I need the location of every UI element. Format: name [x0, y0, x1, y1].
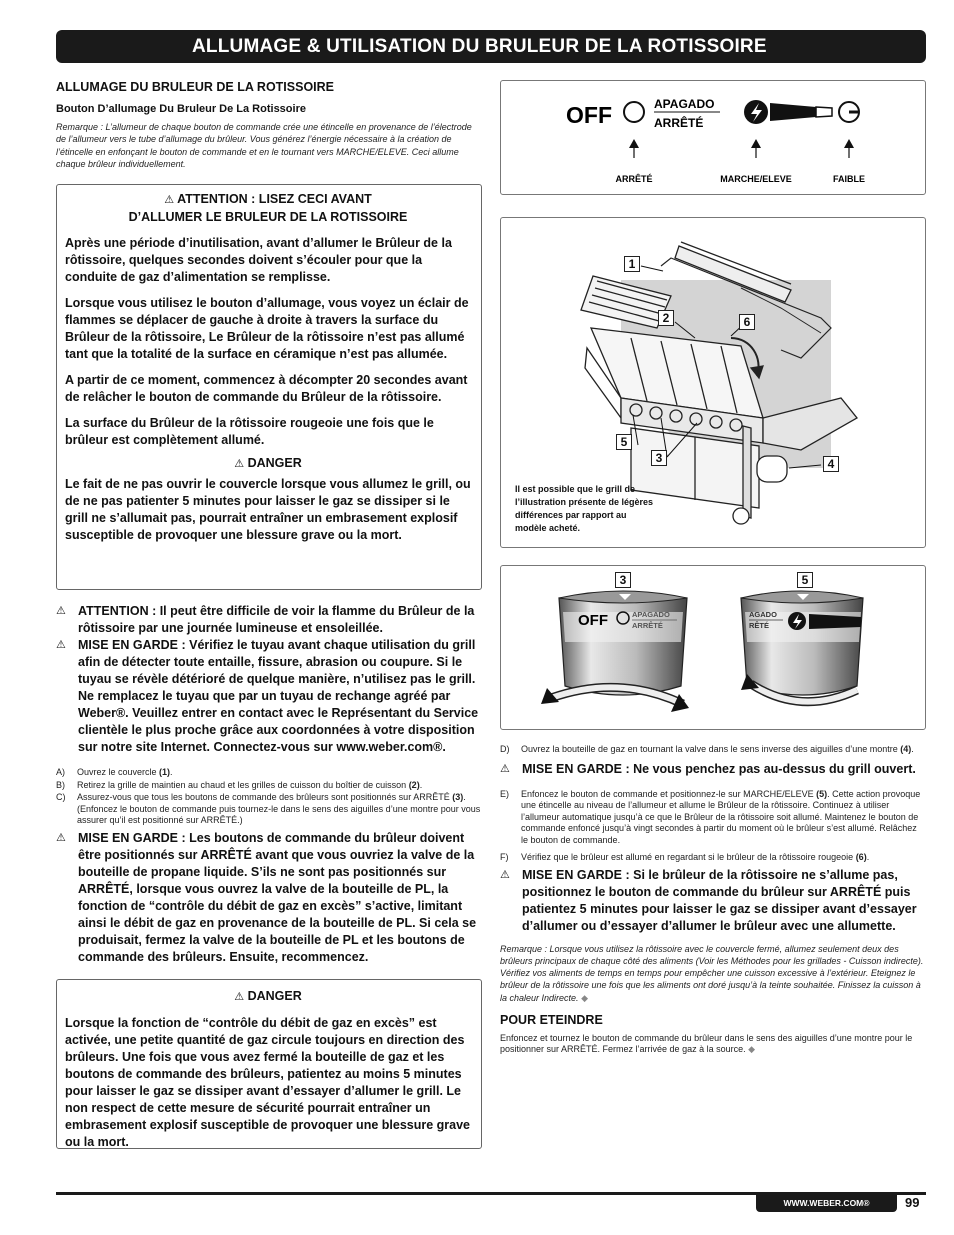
warning-triangle-icon: ⚠: [164, 194, 175, 207]
step-item: C) Assurez-vous que tous les boutons de commande des brûleurs sont positionnés sur ARRÊTÉ (3). (Enfoncez le bouton de commande puis tournez-le dans le sens des aiguilles d’une montre pour vous assurer qu’il est positionné sur ARRÊTÉ.): [56, 792, 481, 826]
danger-box-text: Lorsque la fonction de “contrôle du débit de gaz en excès” est activée, une petite quantité de gaz circule toujours en direction des brûleurs. Une fois que vous avez fermé la bouteille de gaz et les boutons de commande des brûleurs, patientez au moins 5 minutes pour laisser le gaz se dissiper avant d’essayer d’allumer le grill. Le non respect de cette mesure de sécurité pourrait entraîner un embrasement explosif susceptible de provoquer une blessure grave ou la mort.: [65, 1015, 470, 1149]
callout-4: 4: [823, 456, 839, 472]
danger-box: [56, 979, 482, 1149]
svg-text:RÊTÉ: RÊTÉ: [749, 621, 770, 630]
callout-line: [641, 266, 663, 271]
step-item: B) Retirez la grille de maintien au chaud et les grilles de cuisson du boîtier de cuisson (2).: [56, 779, 423, 790]
svg-text:OFF: OFF: [578, 612, 608, 629]
rotisserie-remark: Remarque : Lorsque vous utilisez la rôtissoire avec le couvercle fermé, allumez seulement deux des brûleurs principaux de chaque côté des aliments (Voir les Méthodes pour les grillades - Cuisson indirecte). Vérifiez vos aliments de temps en temps pour empêcher une cuisson excessive à l’extérieur. Eteignez le brûleur de la rôtissoire une fois que les aliments ont doré jusqu’à la teinte souhaitée. Finissez la cuisson à la chaleur Indirecte. ◆: [500, 943, 924, 1003]
arrow-faible-icon: [844, 139, 854, 158]
end-mark-icon: ◆: [581, 992, 588, 1003]
attention-p4: La surface du Brûleur de la rôtissoire rougeoie une fois que le brûleur est complètement allumé.: [65, 416, 434, 448]
danger-text: Le fait de ne pas ouvrir le couvercle lorsque vous allumez le grill, ou de ne pas patienter 5 minutes pour laisser le gaz se dissiper si le grill ne s’allumait pas, pourrait entraîner un embrasement explosif susceptible de provoquer une blessure grave ou la mort.: [65, 477, 471, 543]
attention-p1: Après une période d’inutilisation, avant d’allumer le Brûleur de la rôtissoire, quelques secondes doivent s’écouler pour que la conduite de gaz d’alimentation se remplisse.: [65, 236, 452, 285]
right-column: [500, 80, 926, 1056]
knob-closeups-svg: [501, 566, 925, 729]
arrow-arrete-icon: [629, 139, 639, 158]
turn-off-text: Enfoncez et tournez le bouton de commande du brûleur dans le sens des aiguilles d’une montre pour le positionner sur ARRÊTÉ. Fermez l’arrivée de gaz à la source. ◆: [500, 1032, 913, 1055]
arrow-marche-icon: [751, 139, 761, 158]
attention-box-title: ⚠ ATTENTION : LISEZ CECI AVANT D’ALLUMER LE BRULEUR DE LA ROTISSOIRE: [128, 192, 408, 225]
step-item: F) Vérifiez que le brûleur est allumé en regardant si le brûleur de la rôtissoire rougeoie (6).: [500, 852, 870, 862]
turn-off-title: POUR ETEINDRE: [500, 1012, 603, 1027]
page-title-banner: [56, 30, 926, 63]
steps-abc: [56, 767, 482, 827]
attention-box: [56, 184, 482, 590]
callout-3: 3: [651, 450, 667, 466]
left-column: [56, 80, 482, 1149]
warning-knobs-off: ⚠ MISE EN GARDE : Les boutons de commande du brûleur doivent être positionnés sur ARRÊTÉ avant que vous ouvriez la valve de la bouteille de propane liquide. S’ils ne sont pas positionnés sur ARRÊTÉ, lorsque vous ouvrez la valve de la bouteille de PL, la fonction de “contrôle du débit de gaz en excès” s’active, limitant ainsi le débit de gaz en provenance de la bouteille de PL. Si cela se produisait, fermez la valve de la bouteille de PL et les boutons de commande des brûleurs. Ensuite, recommencez.: [56, 830, 477, 964]
warning-triangle-icon: ⚠: [234, 990, 245, 1003]
warning-triangle-icon: ⚠: [234, 458, 245, 471]
step-d: D) Ouvrez la bouteille de gaz en tournant la valve dans le sens inverse des aiguilles d’une montre (4).: [500, 744, 914, 754]
page-number: 99: [905, 1195, 920, 1210]
grill-caption: Il est possible que le grill de l’illustration présente de légères différences par rapport au modèle acheté.: [515, 484, 654, 533]
warning-no-ignite: ⚠ MISE EN GARDE : Si le brûleur de la rôtissoire ne s’allume pas, positionnez le bouton de commande du brûleur sur ARRÊTÉ puis patientez 5 minutes pour laisser le gaz se dissiper avant d’essayer d’allumer ou d’essayer d’allumer le brûleur avec une allumette.: [500, 867, 917, 933]
warning-triangle-icon: ⚠: [500, 868, 510, 881]
warning-hose: ⚠ MISE EN GARDE : Vérifiez le tuyau avant chaque utilisation du grill afin de détecter toute entaille, fissure, abrasion ou coupure. Si le tuyau se révèle détérioré de quelque manière, n’utilisez pas le grill. Ne remplacez le tuyau que par un tuyau de rechange agréé par Weber®. Veuillez entrer en contact avec le Représentant du Service clientèle le plus proche grâce aux coordonnées à votre disposition sur notre site Internet. Connectez-vous sur www.weber.com®.: [56, 638, 479, 755]
knob-position-diagram: [500, 80, 926, 195]
position-label-faible: FAIBLE: [832, 174, 866, 184]
warning-triangle-icon: ⚠: [500, 762, 510, 775]
page-title: ALLUMAGE & UTILISATION DU BRULEUR DE LA ROTISSOIRE: [192, 36, 767, 57]
step-item: A) Ouvrez le couvercle (1).: [56, 767, 173, 778]
website-badge: WWW.WEBER.COM®: [756, 1194, 897, 1212]
grill-diagram: [500, 217, 926, 548]
closeup-callout-3: 3: [615, 572, 631, 588]
callout-1: 1: [624, 256, 640, 272]
warning-triangle-icon: ⚠: [56, 639, 66, 652]
callout-6: 6: [739, 314, 755, 330]
attention-p2: Lorsque vous utilisez le bouton d’allumage, vous voyez un éclair de flammes se déplacer de gauche à droite à travers la surface du Brûleur de la rôtissoire, Le Brûleur de la rôtissoire n’est pas allumé tant que la totalité de la surface en céramique n’est pas allumée.: [65, 296, 469, 362]
position-label-arrete: ARRÊTÉ: [615, 174, 653, 184]
warning-triangle-icon: ⚠: [56, 605, 66, 618]
end-mark-icon: ◆: [748, 1044, 756, 1055]
closeup-callout-5: 5: [797, 572, 813, 588]
off-label: OFF: [566, 102, 612, 128]
svg-text:AGADO: AGADO: [749, 610, 777, 619]
callout-2: 2: [658, 310, 674, 326]
position-label-marche: MARCHE/ELEVE: [720, 174, 792, 184]
subtitle: Bouton D’allumage Du Bruleur De La Rotissoire: [56, 103, 306, 115]
apagado-label: APAGADO: [654, 97, 715, 111]
step-item: E) Enfoncez le bouton de commande et positionnez-le sur MARCHE/ELEVE (5). Cette action provoque une étincelle au niveau de l’allumeur et allume le Brûleur de la rôtissoire. Continuez à utiliser l’allumeur automatique jusqu’à ce que le Brûleur de la rôtissoire soit allumé. Maintenez le bouton de commande enfoncé jusqu’à vingt secondes à partir du moment où le brûleur s’est allumé. Relâchez le bouton de commande.: [500, 788, 921, 845]
warning-sunlight: ⚠ ATTENTION : Il peut être difficile de voir la flamme du Brûleur de la rôtissoire par une journée lumineuse et ensoleillée.: [56, 604, 475, 636]
section-title: ALLUMAGE DU BRULEUR DE LA ROTISSOIRE: [56, 80, 335, 94]
knob-right-icon: [741, 591, 863, 702]
danger-box-title: ⚠ DANGER: [234, 988, 302, 1003]
off-circle-icon: [624, 102, 644, 122]
warning-lean: ⚠ MISE EN GARDE : Ne vous penchez pas au-dessus du grill ouvert.: [500, 761, 916, 776]
warning-triangle-icon: ⚠: [56, 831, 66, 844]
steps-ef: [500, 789, 926, 864]
flame-ramp-icon: [770, 103, 816, 121]
danger-heading: ⚠ DANGER: [234, 456, 302, 471]
knob-closeups: [500, 565, 926, 730]
svg-text:ARRÊTÉ: ARRÊTÉ: [632, 621, 663, 630]
callout-5: 5: [616, 434, 632, 450]
knob-left-icon: [541, 591, 689, 712]
svg-text:APAGADO: APAGADO: [632, 610, 670, 619]
remark: Remarque : L’allumeur de chaque bouton de commande crée une étincelle en provenance de l’électrode de l’allumeur vers le tube d’allumage du brûleur. Vous générez l’énergie nécessaire à la création de l’étincelle en enfonçant le bouton de commande et en le tournant vers MARCHE/ELEVE. Ceci allume chaque brûleur individuellement.: [56, 122, 472, 169]
attention-p3: A partir de ce moment, commencez à décompter 20 secondes avant de relâcher le bouton de commande du Brûleur de la rôtissoire.: [65, 373, 468, 405]
arrete-label: ARRÊTÉ: [654, 116, 704, 130]
knob-position-svg: [501, 81, 925, 194]
